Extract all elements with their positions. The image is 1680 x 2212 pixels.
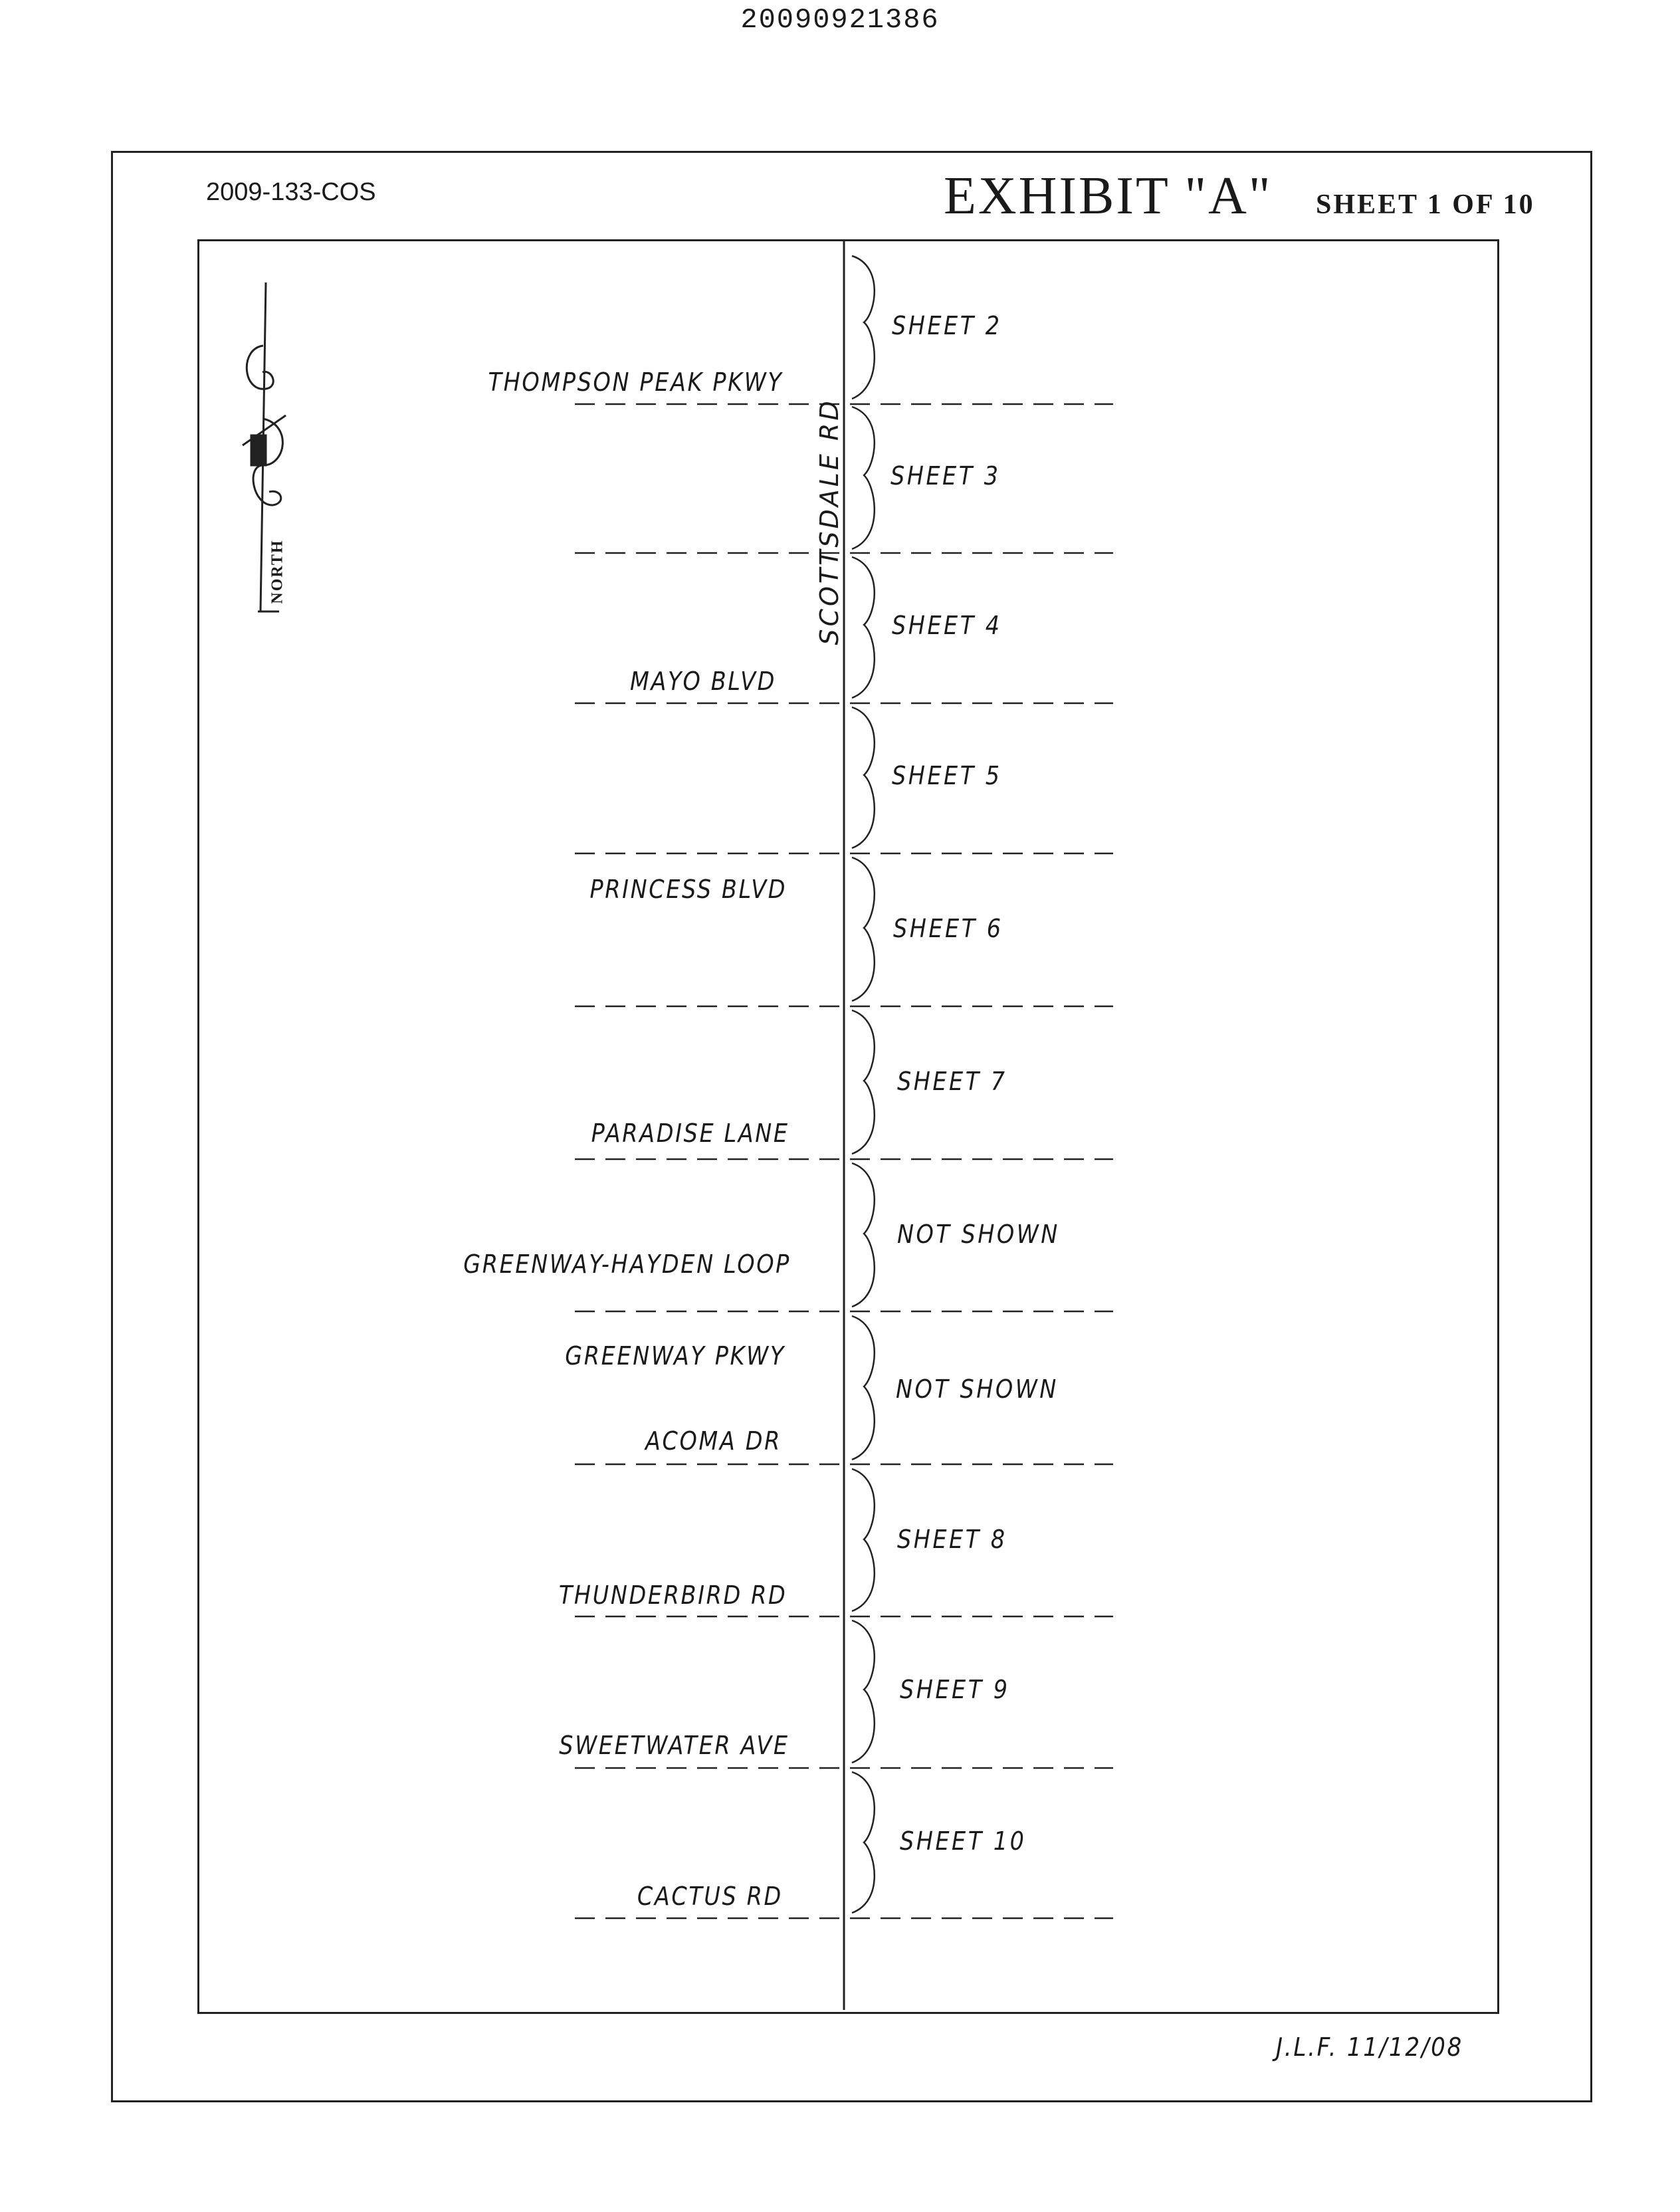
- document-number: 20090921386: [740, 4, 940, 36]
- cross-road-label: PRINCESS BLVD: [589, 875, 787, 904]
- segment-label: SHEET 9: [900, 1675, 1010, 1704]
- cross-road-label: GREENWAY PKWY: [565, 1341, 786, 1371]
- cos-number: 2009-133-COS: [206, 178, 376, 206]
- segment-label: NOT SHOWN: [897, 1220, 1060, 1249]
- cross-road-label: CACTUS RD: [637, 1882, 783, 1911]
- drafter-signature: J.L.F. 11/12/08: [1276, 2033, 1463, 2062]
- segment-label: SHEET 10: [900, 1826, 1027, 1856]
- segment-label: SHEET 3: [891, 461, 1001, 491]
- sheet-count: SHEET 1 OF 10: [1316, 189, 1535, 220]
- segment-label: SHEET 7: [897, 1067, 1007, 1096]
- segment-label: NOT SHOWN: [896, 1375, 1059, 1404]
- cross-road-label: THUNDERBIRD RD: [558, 1581, 787, 1610]
- segment-label: SHEET 5: [892, 761, 1002, 790]
- segment-label: SHEET 6: [893, 914, 1003, 943]
- main-road-label: SCOTTSDALE RD: [815, 398, 844, 645]
- segment-label: SHEET 2: [892, 311, 1002, 340]
- cross-road-label: MAYO BLVD: [629, 667, 776, 696]
- cross-road-label: GREENWAY-HAYDEN LOOP: [463, 1250, 791, 1279]
- exhibit-title: EXHIBIT "A": [944, 167, 1273, 225]
- segment-braces: [852, 256, 875, 1913]
- north-arrow-label: NORTH: [268, 539, 286, 604]
- cross-road-label: ACOMA DR: [645, 1426, 782, 1456]
- cross-road-label: PARADISE LANE: [591, 1119, 789, 1148]
- segment-label: SHEET 4: [892, 611, 1002, 640]
- cross-road-label: THOMPSON PEAK PKWY: [488, 368, 783, 397]
- segment-label: SHEET 8: [897, 1525, 1007, 1554]
- cross-road-label: SWEETWATER AVE: [559, 1731, 789, 1760]
